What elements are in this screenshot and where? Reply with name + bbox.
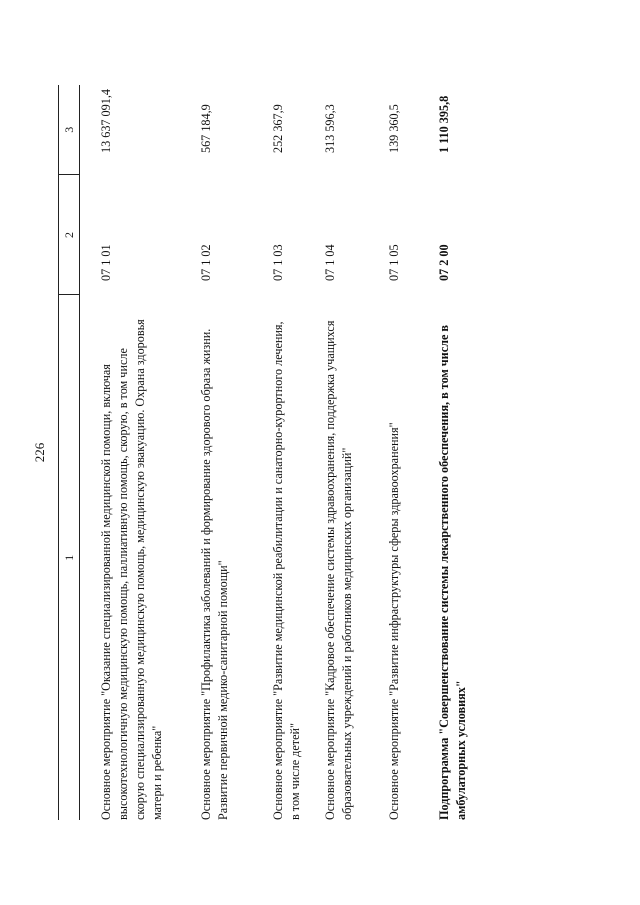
row-code: 07 1 04 [323, 244, 337, 281]
row-value: 1 110 395,8 [437, 95, 451, 153]
row-name: Основное мероприятие "Профилактика заболеваний и формирование здорового образа жизни. Развитие первичной медико-санитарной помощи" [199, 328, 230, 820]
column-header-3: 3 [59, 85, 80, 175]
budget-table [58, 85, 470, 820]
row-name: Основное мероприятие "Развитие медицинской реабилитации и санаторно-курортного лечения, в том числе детей" [271, 321, 302, 820]
row-name: Основное мероприятие "Оказание специализированной медицинской помощи, включая высокотехнологичную медицинскую помощь, паллиативную помощь, скорую, в том числе скорую специализированную медицинскую помощь, медицинскую эвакуацию. Охрана здоровья матери и ребенка" [99, 319, 164, 820]
column-header-1: 1 [59, 295, 80, 820]
column-header-2: 2 [59, 175, 80, 295]
table-row [316, 85, 382, 820]
page-number: 226 [32, 442, 47, 463]
table-row [258, 85, 316, 820]
table-row [382, 85, 428, 820]
row-name: Основное мероприятие "Кадровое обеспечение системы здравоохранения, поддержка учащихся образовательных учреждений и работников медицинских организаций" [323, 320, 354, 820]
row-name: Подпрограмма "Совершенствование системы лекарственного обеспечения, в том числе в амбулаторных условиях" [437, 325, 468, 820]
row-value: 252 367,9 [271, 104, 285, 153]
row-code: 07 1 05 [387, 244, 401, 281]
row-value: 139 360,5 [387, 104, 401, 153]
table-row [188, 85, 258, 820]
row-value: 567 184,9 [199, 104, 213, 153]
row-code: 07 1 01 [99, 244, 113, 281]
row-code: 07 1 03 [271, 244, 285, 281]
table-header-row [59, 85, 80, 820]
row-code: 07 2 00 [437, 244, 451, 281]
table-row [80, 85, 189, 820]
row-value: 13 637 091,4 [99, 89, 113, 153]
row-name: Основное мероприятие "Развитие инфраструктуры сферы здравоохранения" [387, 422, 401, 820]
row-value: 313 596,3 [323, 104, 337, 153]
row-code: 07 1 02 [199, 244, 213, 281]
subprogram-row [428, 85, 470, 820]
